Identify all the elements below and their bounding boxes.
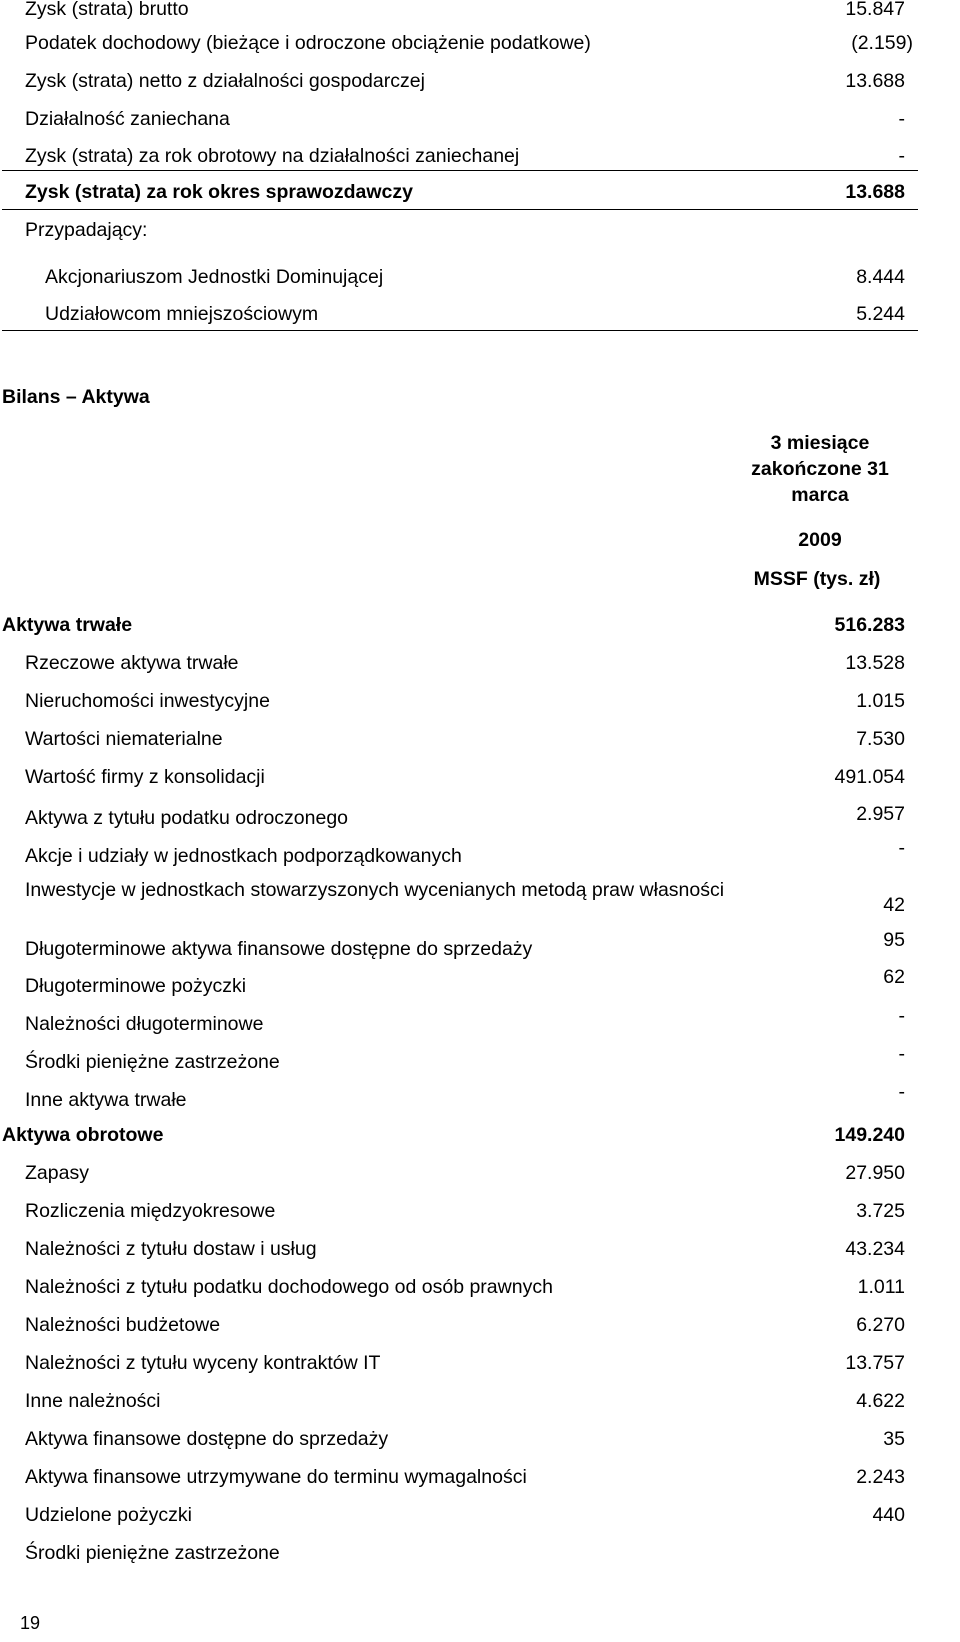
row-label: Zysk (strata) brutto — [25, 0, 189, 20]
row-label: Długoterminowe aktywa finansowe dostępne do sprzedaży — [25, 938, 533, 960]
row-value: 42 — [883, 894, 905, 916]
row-label: Należności długoterminowe — [25, 1013, 264, 1035]
row-label: Nieruchomości inwestycyjne — [25, 690, 270, 712]
row-label: Należności z tytułu dostaw i usług — [25, 1238, 317, 1260]
row-label: Aktywa finansowe dostępne do sprzedaży — [25, 1428, 389, 1450]
table-row — [0, 1156, 960, 1190]
table-row — [0, 1194, 960, 1228]
row-label: Udzielone pożyczki — [25, 1504, 192, 1526]
table-row — [0, 798, 960, 832]
section-header-current-assets — [0, 1118, 960, 1152]
row-label: Akcjonariuszom Jednostki Dominującej — [45, 266, 384, 288]
row-label: Aktywa obrotowe — [2, 1124, 164, 1146]
table-row — [0, 139, 960, 173]
row-value: - — [898, 1081, 905, 1103]
row-value: (2.159) — [851, 32, 913, 54]
row-label: Wartość firmy z konsolidacji — [25, 766, 265, 788]
row-label: Należności z tytułu podatku dochodowego od osób prawnych — [25, 1276, 553, 1298]
row-value: 2.957 — [856, 803, 905, 825]
table-row — [0, 26, 960, 60]
row-label: Zysk (strata) za rok obrotowy na działalności zaniechanej — [25, 145, 520, 167]
page-number: 19 — [20, 1613, 41, 1633]
table-row — [0, 722, 960, 756]
row-value: 491.054 — [834, 766, 905, 788]
table-row — [0, 966, 960, 1000]
row-value: 13.688 — [845, 70, 905, 92]
row-value: 3.725 — [856, 1200, 905, 1222]
row-value: 5.244 — [856, 303, 905, 325]
row-label: Rozliczenia międzyokresowe — [25, 1200, 276, 1222]
table-row — [0, 684, 960, 718]
row-label: Środki pieniężne zastrzeżone — [25, 1542, 280, 1564]
table-row — [0, 1080, 960, 1114]
row-value: 43.234 — [845, 1238, 905, 1260]
table-row — [0, 1308, 960, 1342]
divider — [2, 170, 918, 171]
table-row — [0, 1346, 960, 1380]
row-value: - — [898, 145, 905, 167]
row-value: 15.847 — [845, 0, 905, 20]
table-row — [0, 870, 960, 926]
row-label: Należności budżetowe — [25, 1314, 221, 1336]
row-value: 7.530 — [856, 728, 905, 750]
row-label: Należności z tytułu wyceny kontraktów IT — [25, 1352, 381, 1374]
row-value: - — [898, 837, 905, 859]
row-label: Inne aktywa trwałe — [25, 1089, 187, 1111]
row-value: 440 — [872, 1504, 905, 1526]
row-value: 1.015 — [856, 690, 905, 712]
column-header-unit: MSSF (tys. zł) — [753, 568, 881, 590]
row-label: Udziałowcom mniejszościowym — [45, 303, 319, 325]
row-label: Rzeczowe aktywa trwałe — [25, 652, 239, 674]
table-row — [0, 1460, 960, 1494]
table-row — [0, 646, 960, 680]
row-value: 62 — [883, 966, 905, 988]
row-label: Zapasy — [25, 1162, 89, 1184]
table-row — [0, 0, 960, 26]
section-title: Bilans – Aktywa — [2, 386, 150, 408]
row-value: 27.950 — [845, 1162, 905, 1184]
row-value: - — [898, 1043, 905, 1065]
row-value: 1.011 — [857, 1276, 905, 1298]
row-value: 149.240 — [834, 1124, 905, 1146]
row-label: Długoterminowe pożyczki — [25, 975, 247, 997]
table-row — [0, 297, 960, 331]
table-row — [0, 760, 960, 794]
row-value: 6.270 — [856, 1314, 905, 1336]
row-label: Inne należności — [25, 1390, 161, 1412]
row-label: Aktywa z tytułu podatku odroczonego — [25, 807, 349, 829]
row-value: 516.283 — [834, 614, 905, 636]
table-row — [0, 928, 960, 962]
divider — [2, 209, 918, 210]
row-label: Przypadający: — [25, 219, 148, 241]
row-label: Akcje i udziały w jednostkach podporządkowanych — [25, 845, 462, 867]
table-row — [0, 64, 960, 98]
table-row — [0, 213, 960, 247]
column-header-period: 3 miesiące zakończone 31 marca — [751, 432, 889, 506]
row-label: Aktywa finansowe utrzymywane do terminu wymagalności — [25, 1466, 527, 1488]
row-label: Aktywa trwałe — [2, 614, 133, 636]
row-value: - — [898, 108, 905, 130]
row-value: - — [898, 1005, 905, 1027]
row-label: Zysk (strata) za rok okres sprawozdawczy — [25, 181, 413, 203]
table-row — [0, 836, 960, 870]
table-row — [0, 1422, 960, 1456]
table-row — [0, 1384, 960, 1418]
table-row — [0, 102, 960, 136]
column-header-year: 2009 — [798, 529, 842, 551]
table-row — [0, 1270, 960, 1304]
table-row-total — [0, 175, 960, 209]
table-row — [0, 1232, 960, 1266]
row-value: 4.622 — [856, 1390, 905, 1412]
row-value: 95 — [883, 929, 905, 951]
table-row — [0, 1498, 960, 1532]
divider — [2, 330, 918, 331]
row-label: Podatek dochodowy (bieżące i odroczone obciążenie podatkowe) — [25, 32, 591, 54]
table-row — [0, 1536, 960, 1570]
table-row — [0, 1042, 960, 1076]
row-value: 2.243 — [856, 1466, 905, 1488]
row-value: 13.757 — [845, 1352, 905, 1374]
row-value: 8.444 — [856, 266, 905, 288]
table-row — [0, 1004, 960, 1038]
row-label: Działalność zaniechana — [25, 108, 230, 130]
row-value: 35 — [883, 1428, 905, 1450]
section-header-fixed-assets — [0, 608, 960, 642]
row-value: 13.528 — [845, 652, 905, 674]
table-row — [0, 260, 960, 294]
row-label: Inwestycje w jednostkach stowarzyszonych wycenianych metodą praw własności — [25, 879, 725, 901]
row-value: 13.688 — [845, 181, 905, 203]
row-label: Zysk (strata) netto z działalności gospodarczej — [25, 70, 425, 92]
row-label: Środki pieniężne zastrzeżone — [25, 1051, 280, 1073]
row-label: Wartości niematerialne — [25, 728, 223, 750]
